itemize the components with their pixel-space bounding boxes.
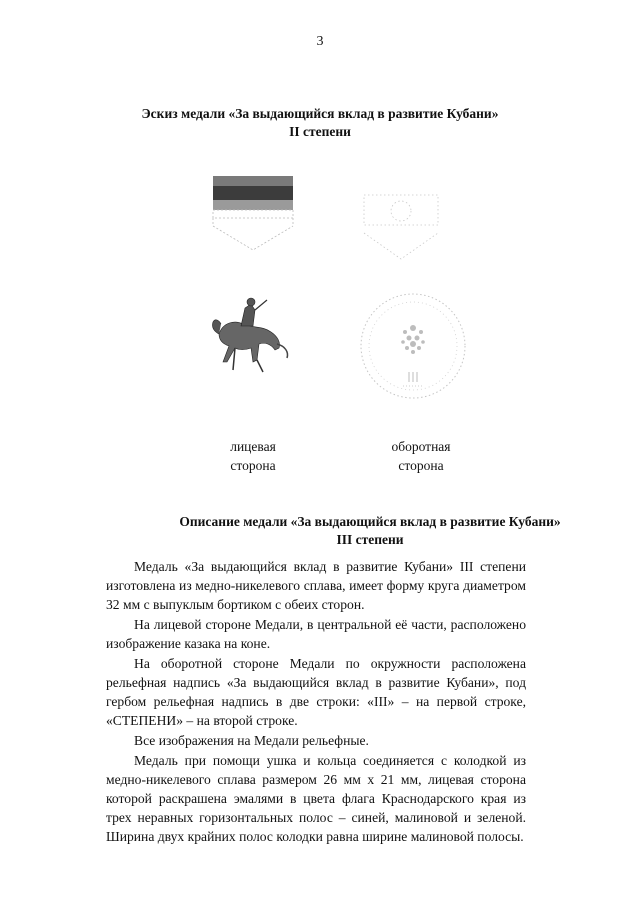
sketch-heading-line1: Эскиз медали «За выдающийся вклад в развитие Кубани» [141, 106, 499, 121]
paragraph: На оборотной стороне Медали по окружности расположена рельефная надпись «За выдающийся вклад в развитие Кубани», под гербом рельефная надпись в две строки: «III» – на первой строке, «СТЕПЕНИ» – на второй строке. [106, 656, 526, 728]
ribbon-stripe-top [213, 176, 293, 186]
caption-obverse [210, 437, 296, 475]
page-number: 3 [316, 34, 324, 49]
paragraph: Медаль «За выдающийся вклад в развитие Кубани» III степени изготовлена из медно-никелевого сплава, имеет форму круга диаметром 32 мм с выпуклым бортиком с обеих сторон. [106, 559, 526, 612]
caption-reverse [376, 437, 466, 475]
description-heading-line2: III степени [336, 532, 404, 547]
ribbon-stripe-middle [213, 186, 293, 200]
description-heading-line1: Описание медали «За выдающийся вклад в развитие Кубани» [179, 514, 561, 529]
paragraph: Все изображения на Медали рельефные. [134, 733, 369, 748]
caption-reverse-line2: сторона [398, 458, 444, 473]
caption-obverse-line2: сторона [230, 458, 276, 473]
caption-reverse-line1: оборотная [391, 439, 451, 454]
reverse-degree-mark [409, 372, 417, 382]
sketch-heading [0, 105, 640, 141]
description-body [106, 557, 526, 847]
medal-reverse-image [357, 290, 469, 402]
ribbon-stripe-bottom [213, 200, 293, 210]
caption-obverse-line1: лицевая [230, 439, 276, 454]
paragraph: Медаль при помощи ушка и кольца соединяется с колодкой из медно-никелевого сплава размером 26 мм х 21 мм, лицевая сторона которой раскрашена эмалями в цвета флага Краснодарского края из трех неравных горизонтальных полос – синей, малиновой и зеленой. Ширина двух крайних полос колодки равна ширине малиновой полосы. [106, 753, 526, 844]
sketch-heading-line2: II степени [289, 124, 351, 139]
medal-ribbon-image [205, 170, 299, 256]
cossack-on-horse-image [205, 292, 297, 378]
reverse-ribbon-image [356, 175, 446, 265]
paragraph: На лицевой стороне Медали, в центральной её части, расположено изображение казака на коне. [106, 617, 526, 651]
description-heading [0, 513, 640, 549]
